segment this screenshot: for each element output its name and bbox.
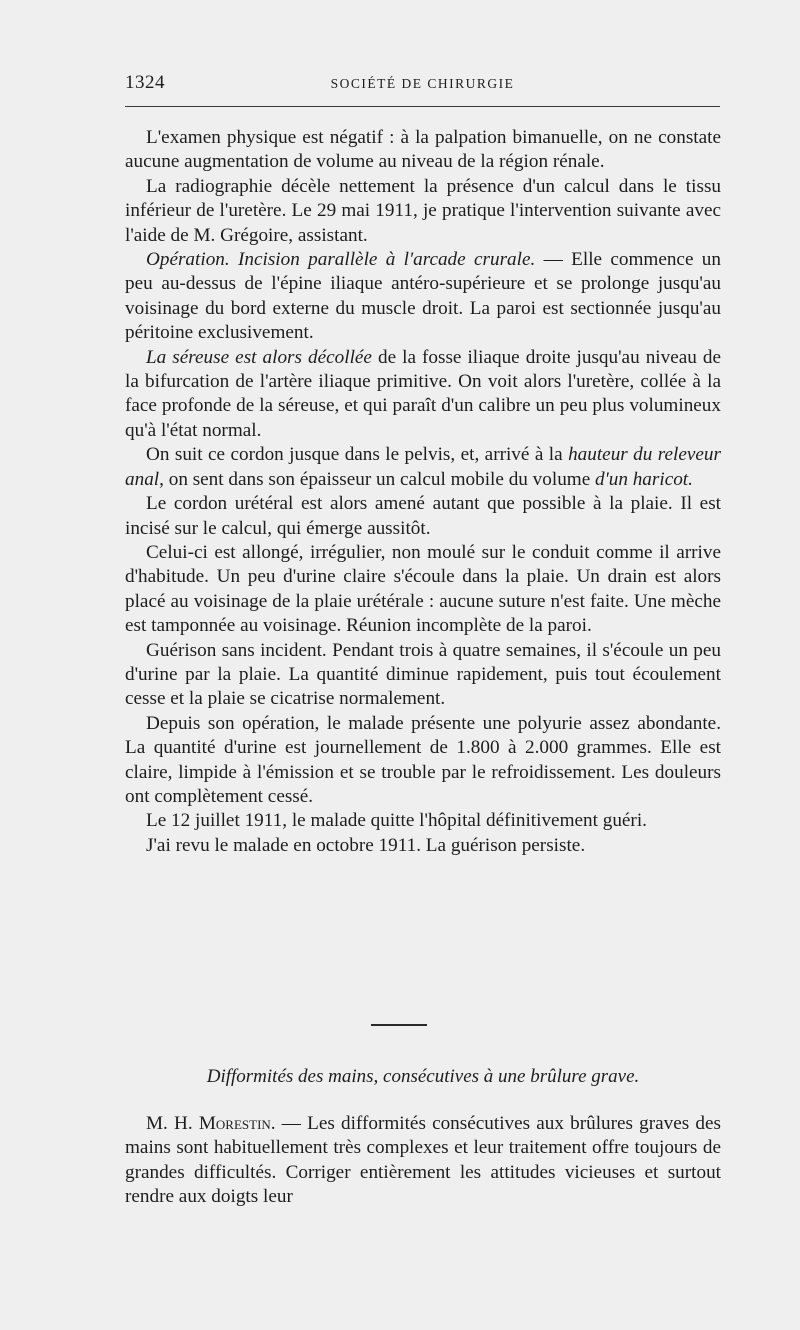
paragraph <box>125 175 721 248</box>
paragraph-text: Le 12 juillet 1911, le malade quitte l'hôpital définitivement guéri. <box>146 810 647 832</box>
paragraph-italic: Opération. Incision parallèle à l'arcade crurale. <box>146 249 536 271</box>
paragraph-text: Guérison sans incident. Pendant trois à quatre semaines, il s'écoule un peu d'urine par la plaie. La quantité diminue rapidement, puis tout écoulement cesse et la plaie se cicatrise normalement. <box>125 639 721 710</box>
paragraph-text: Les difformités consécutives aux brûlures graves des mains sont habituellement très complexes et leur traitement offre toujours de grandes difficultés. Corriger entièrement les attitudes vicieuses et surtout rendre aux doigts leur <box>125 1113 722 1208</box>
header-rule <box>125 106 720 107</box>
paragraph <box>125 809 721 833</box>
paragraph <box>125 443 721 492</box>
page-number: 1324 <box>125 72 165 93</box>
paragraph-text: On suit ce cordon jusque dans le pelvis, et, arrivé à la <box>146 444 569 466</box>
paragraph <box>125 492 721 541</box>
paragraph <box>125 248 721 346</box>
case-report-text <box>125 126 721 858</box>
speaker-name: Morestin <box>198 1113 271 1134</box>
paragraph-text: J'ai revu le malade en octobre 1911. La guérison persiste. <box>146 834 586 856</box>
paragraph-text: — Elle commence un peu au-dessus de l'épine iliaque antéro-supérieure et se prolonge jusqu'au voisinage du bord externe du muscle droit. La paroi est sectionnée jusqu'au péritoine exclusivement. <box>125 249 721 344</box>
paragraph-text: La radiographie décèle nettement la présence d'un calcul dans le tissu inférieur de l'uretère. Le 29 mai 1911, je pratique l'intervention suivante avec l'aide de M. Grégoire, assistant. <box>125 175 721 246</box>
paragraph <box>125 346 721 444</box>
section-separator <box>371 1024 427 1026</box>
running-head: SOCIÉTÉ DE CHIRURGIE <box>330 76 515 91</box>
paragraph <box>125 712 721 810</box>
paragraph-italic: d'un haricot. <box>595 468 693 490</box>
paragraph-text: Depuis son opération, le malade présente une polyurie assez abondante. La quantité d'urine est journellement de 1.800 à 2.000 grammes. Elle est claire, limpide à l'émission et se trouble par le refroidissement. Les douleurs ont complètement cessé. <box>125 712 721 807</box>
paragraph-text: Celui-ci est allongé, irrégulier, non moulé sur le conduit comme il arrive d'habitude. Un peu d'urine claire s'écoule dans la plaie. Un drain est alors placé au voisinage de la plaie urétérale : aucune suture n'est faite. Une mèche est tamponnée au voisinage. Réunion incomplète de la paroi. <box>125 541 721 637</box>
paragraph <box>125 1112 721 1210</box>
paragraph-text: Le cordon urétéral est alors amené autant que possible à la plaie. Il est incisé sur le calcul, qui émerge aussitôt. <box>125 493 721 539</box>
paragraph <box>125 126 721 175</box>
paragraph <box>125 834 721 858</box>
paragraph-text: , on sent dans son épaisseur un calcul mobile du volume <box>159 468 596 490</box>
speaker-dash: . — <box>270 1113 308 1134</box>
page-header <box>125 72 720 98</box>
section-title: Difformités des mains, consécutives à une brûlure grave. <box>206 1066 640 1087</box>
paragraph <box>125 541 721 639</box>
speaker-prefix: M. H. <box>146 1113 199 1134</box>
section-body <box>125 1112 721 1210</box>
paragraph-text: L'examen physique est négatif : à la palpation bimanuelle, on ne constate aucune augmentation de volume au niveau de la région rénale. <box>125 127 721 173</box>
paragraph-italic: hauteur du releveur anal <box>125 444 721 490</box>
paragraph-text: de la fosse iliaque droite jusqu'au niveau de la bifurcation de l'artère iliaque primitive. On voit alors l'uretère, collée à la face profonde de la séreuse, et qui paraît d'un calibre un peu plus volumineux qu'à l'état normal. <box>125 346 721 441</box>
paragraph-italic: La séreuse est alors décollée <box>146 346 372 368</box>
paragraph <box>125 639 721 712</box>
